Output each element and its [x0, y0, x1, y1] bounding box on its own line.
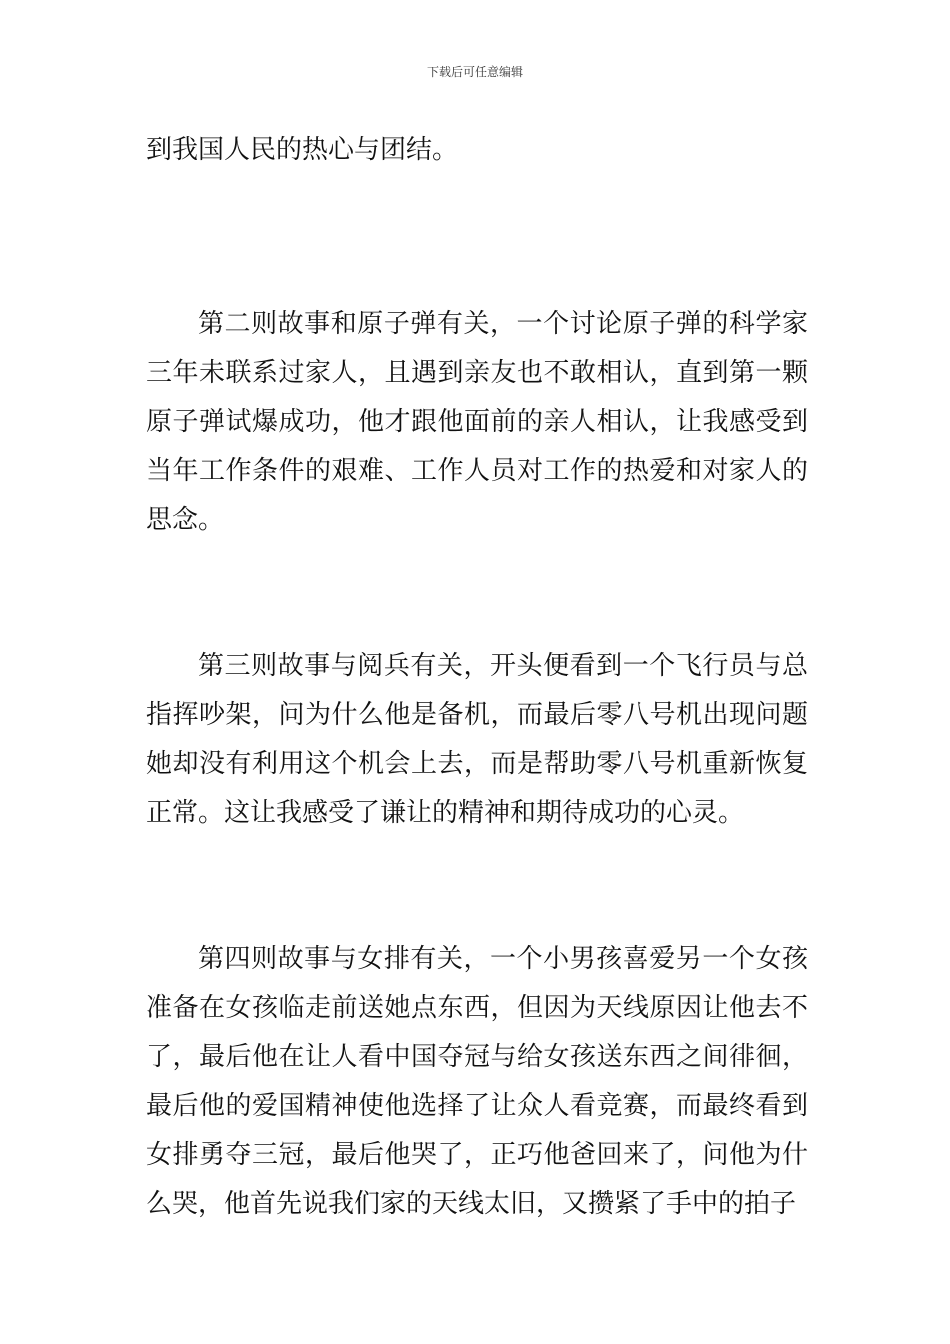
continuation-line: 到我国人民的热心与团结。 — [146, 135, 459, 165]
paragraph-3: 第三则故事与阅兵有关，开头便看到一个飞行员与总指挥吵架，问为什么他是备机，而最后零八号机出现问题她却没有利用这个机会上去，而是帮助零八号机重新恢复正常。这让我感受了谦让的精神和期待成功的心灵。 — [146, 651, 808, 828]
page-header: 下载后可任意编辑 — [426, 65, 523, 79]
paragraph-gap — [146, 838, 808, 935]
paragraph-2: 第二则故事和原子弹有关，一个讨论原子弹的科学家三年未联系过家人，且遇到亲友也不敢相认，直到第一颗原子弹试爆成功，他才跟他面前的亲人相认，让我感受到当年工作条件的艰难、工作人员对工作的热爱和对家人的思念。 — [146, 309, 808, 535]
paragraph-gap — [146, 545, 808, 642]
document-body — [146, 126, 808, 1229]
paragraph-4: 第四则故事与女排有关，一个小男孩喜爱另一个女孩准备在女孩临走前送她点东西，但因为天线原因让他去不了，最后他在让人看中国夺冠与给女孩送东西之间徘徊，最后他的爱国精神使他选择了让众人看竞赛，而最终看到女排勇夺三冠，最后他哭了，正巧他爸回来了，问他为什么哭，他首先说我们家的天线太旧，又攒紧了手中的拍子 — [146, 944, 808, 1219]
paragraph-gap — [146, 175, 808, 300]
